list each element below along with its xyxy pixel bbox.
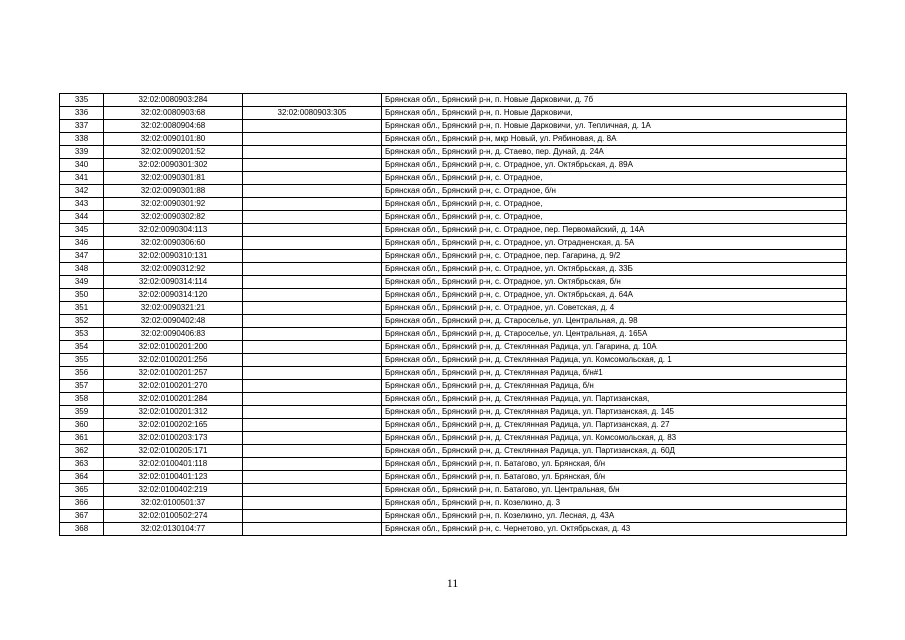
- row-number-cell: 359: [60, 406, 104, 419]
- address-cell: Брянская обл., Брянский р-н, с. Отрадное, пер. Гагарина, д. 9/2: [382, 250, 847, 263]
- address-cell: Брянская обл., Брянский р-н, с. Чернетово, ул. Октябрьская, д. 43: [382, 523, 847, 536]
- row-number-cell: 366: [60, 497, 104, 510]
- row-number-cell: 354: [60, 341, 104, 354]
- row-number-cell: 357: [60, 380, 104, 393]
- parent-cadastral-number-cell: [243, 224, 382, 237]
- table-row: [60, 393, 847, 406]
- table-row: [60, 120, 847, 133]
- row-number-cell: 365: [60, 484, 104, 497]
- row-number-cell: 367: [60, 510, 104, 523]
- parent-cadastral-number-cell: [243, 393, 382, 406]
- parent-cadastral-number-cell: [243, 445, 382, 458]
- address-cell: Брянская обл., Брянский р-н, д. Стеклянная Радица, ул. Партизанская, д. 60Д: [382, 445, 847, 458]
- cadastral-number-cell: 32:02:0100401:118: [104, 458, 243, 471]
- row-number-cell: 362: [60, 445, 104, 458]
- parent-cadastral-number-cell: [243, 302, 382, 315]
- cadastral-number-cell: 32:02:0100402:219: [104, 484, 243, 497]
- cadastral-number-cell: 32:02:0100203:173: [104, 432, 243, 445]
- table-row: [60, 367, 847, 380]
- parent-cadastral-number-cell: [243, 159, 382, 172]
- cadastral-number-cell: 32:02:0100201:257: [104, 367, 243, 380]
- row-number-cell: 358: [60, 393, 104, 406]
- table-row: [60, 523, 847, 536]
- cadastral-number-cell: 32:02:0080904:68: [104, 120, 243, 133]
- row-number-cell: 342: [60, 185, 104, 198]
- table-row: [60, 510, 847, 523]
- row-number-cell: 341: [60, 172, 104, 185]
- table-row: [60, 328, 847, 341]
- row-number-cell: 337: [60, 120, 104, 133]
- table-row: [60, 406, 847, 419]
- parent-cadastral-number-cell: [243, 523, 382, 536]
- cadastral-number-cell: 32:02:0090314:120: [104, 289, 243, 302]
- address-cell: Брянская обл., Брянский р-н, мкр Новый, ул. Рябиновая, д. 8А: [382, 133, 847, 146]
- cadastral-number-cell: 32:02:0090304:113: [104, 224, 243, 237]
- cadastral-number-cell: 32:02:0090301:302: [104, 159, 243, 172]
- parent-cadastral-number-cell: [243, 367, 382, 380]
- cadastral-number-cell: 32:02:0090301:92: [104, 198, 243, 211]
- property-registry-table: [59, 93, 847, 536]
- address-cell: Брянская обл., Брянский р-н, п. Новые Дарковичи,: [382, 107, 847, 120]
- address-cell: Брянская обл., Брянский р-н, п. Козелкино, д. 3: [382, 497, 847, 510]
- row-number-cell: 345: [60, 224, 104, 237]
- table-row: [60, 146, 847, 159]
- parent-cadastral-number-cell: [243, 211, 382, 224]
- parent-cadastral-number-cell: [243, 237, 382, 250]
- row-number-cell: 346: [60, 237, 104, 250]
- table-row: [60, 172, 847, 185]
- address-cell: Брянская обл., Брянский р-н, с. Отрадное,: [382, 198, 847, 211]
- address-cell: Брянская обл., Брянский р-н, с. Отрадное,: [382, 211, 847, 224]
- parent-cadastral-number-cell: [243, 146, 382, 159]
- row-number-cell: 351: [60, 302, 104, 315]
- row-number-cell: 364: [60, 471, 104, 484]
- row-number-cell: 343: [60, 198, 104, 211]
- table-row: [60, 484, 847, 497]
- row-number-cell: 340: [60, 159, 104, 172]
- cadastral-number-cell: 32:02:0100202:165: [104, 419, 243, 432]
- cadastral-number-cell: 32:02:0090310:131: [104, 250, 243, 263]
- address-cell: Брянская обл., Брянский р-н, д. Стеклянная Радица, ул. Комсомольская, д. 1: [382, 354, 847, 367]
- table-row: [60, 185, 847, 198]
- address-cell: Брянская обл., Брянский р-н, с. Отрадное,: [382, 172, 847, 185]
- address-cell: Брянская обл., Брянский р-н, д. Стеклянная Радица, ул. Партизанская,: [382, 393, 847, 406]
- table-row: [60, 445, 847, 458]
- address-cell: Брянская обл., Брянский р-н, д. Стеклянная Радица, б/н#1: [382, 367, 847, 380]
- row-number-cell: 348: [60, 263, 104, 276]
- table-row: [60, 315, 847, 328]
- row-number-cell: 350: [60, 289, 104, 302]
- table-row: [60, 250, 847, 263]
- parent-cadastral-number-cell: [243, 250, 382, 263]
- parent-cadastral-number-cell: [243, 263, 382, 276]
- table-row: [60, 341, 847, 354]
- parent-cadastral-number-cell: [243, 419, 382, 432]
- parent-cadastral-number-cell: [243, 94, 382, 107]
- address-cell: Брянская обл., Брянский р-н, д. Стеклянная Радица, ул. Гагарина, д. 10А: [382, 341, 847, 354]
- parent-cadastral-number-cell: [243, 172, 382, 185]
- address-cell: Брянская обл., Брянский р-н, д. Стеклянная Радица, ул. Комсомольская, д. 83: [382, 432, 847, 445]
- address-cell: Брянская обл., Брянский р-н, с. Отрадное, ул. Октябрьская, б/н: [382, 276, 847, 289]
- parent-cadastral-number-cell: [243, 289, 382, 302]
- parent-cadastral-number-cell: [243, 341, 382, 354]
- table-row: [60, 419, 847, 432]
- address-cell: Брянская обл., Брянский р-н, п. Батагово, ул. Брянская, б/н: [382, 458, 847, 471]
- parent-cadastral-number-cell: [243, 432, 382, 445]
- page-number: 11: [446, 576, 459, 590]
- cadastral-number-cell: 32:02:0080903:284: [104, 94, 243, 107]
- table-row: [60, 497, 847, 510]
- address-cell: Брянская обл., Брянский р-н, п. Батагово, ул. Брянская, б/н: [382, 471, 847, 484]
- cadastral-number-cell: 32:02:0130104:77: [104, 523, 243, 536]
- address-cell: Брянская обл., Брянский р-н, д. Стаево, пер. Дунай, д. 24А: [382, 146, 847, 159]
- parent-cadastral-number-cell: [243, 471, 382, 484]
- parent-cadastral-number-cell: [243, 315, 382, 328]
- table-row: [60, 198, 847, 211]
- address-cell: Брянская обл., Брянский р-н, д. Староселье, ул. Центральная, д. 165А: [382, 328, 847, 341]
- cadastral-number-cell: 32:02:0090321:21: [104, 302, 243, 315]
- address-cell: Брянская обл., Брянский р-н, д. Стеклянная Радица, ул. Партизанская, д. 27: [382, 419, 847, 432]
- row-number-cell: 355: [60, 354, 104, 367]
- cadastral-number-cell: 32:02:0090402:48: [104, 315, 243, 328]
- cadastral-number-cell: 32:02:0100201:284: [104, 393, 243, 406]
- table-row: [60, 471, 847, 484]
- address-cell: Брянская обл., Брянский р-н, с. Отрадное, ул. Советская, д. 4: [382, 302, 847, 315]
- cadastral-number-cell: 32:02:0090312:92: [104, 263, 243, 276]
- address-cell: Брянская обл., Брянский р-н, п. Новые Дарковичи, д. 7б: [382, 94, 847, 107]
- table-row: [60, 289, 847, 302]
- cadastral-number-cell: 32:02:0090301:88: [104, 185, 243, 198]
- parent-cadastral-number-cell: [243, 354, 382, 367]
- table-row: [60, 380, 847, 393]
- table-row: [60, 211, 847, 224]
- row-number-cell: 349: [60, 276, 104, 289]
- table-row: [60, 107, 847, 120]
- cadastral-number-cell: 32:02:0100201:256: [104, 354, 243, 367]
- parent-cadastral-number-cell: [243, 497, 382, 510]
- address-cell: Брянская обл., Брянский р-н, д. Стеклянная Радица, ул. Партизанская, д. 145: [382, 406, 847, 419]
- row-number-cell: 338: [60, 133, 104, 146]
- parent-cadastral-number-cell: [243, 198, 382, 211]
- row-number-cell: 336: [60, 107, 104, 120]
- cadastral-number-cell: 32:02:0100201:312: [104, 406, 243, 419]
- table-row: [60, 133, 847, 146]
- table-row: [60, 224, 847, 237]
- parent-cadastral-number-cell: [243, 510, 382, 523]
- address-cell: Брянская обл., Брянский р-н, п. Новые Дарковичи, ул. Тепличная, д. 1А: [382, 120, 847, 133]
- cadastral-number-cell: 32:02:0100201:270: [104, 380, 243, 393]
- registry-table-body: [60, 94, 847, 536]
- address-cell: Брянская обл., Брянский р-н, д. Староселье, ул. Центральная, д. 98: [382, 315, 847, 328]
- row-number-cell: 356: [60, 367, 104, 380]
- address-cell: Брянская обл., Брянский р-н, с. Отрадное, ул. Отрадненская, д. 5А: [382, 237, 847, 250]
- row-number-cell: 344: [60, 211, 104, 224]
- row-number-cell: 361: [60, 432, 104, 445]
- cadastral-number-cell: 32:02:0100205:171: [104, 445, 243, 458]
- table-row: [60, 354, 847, 367]
- parent-cadastral-number-cell: [243, 328, 382, 341]
- row-number-cell: 360: [60, 419, 104, 432]
- parent-cadastral-number-cell: [243, 185, 382, 198]
- table-row: [60, 94, 847, 107]
- cadastral-number-cell: 32:02:0100201:200: [104, 341, 243, 354]
- parent-cadastral-number-cell: [243, 484, 382, 497]
- cadastral-number-cell: 32:02:0100501:37: [104, 497, 243, 510]
- table-row: [60, 302, 847, 315]
- parent-cadastral-number-cell: 32:02:0080903:305: [243, 107, 382, 120]
- address-cell: Брянская обл., Брянский р-н, с. Отрадное, ул. Октябрьская, д. 64А: [382, 289, 847, 302]
- row-number-cell: 353: [60, 328, 104, 341]
- row-number-cell: 339: [60, 146, 104, 159]
- row-number-cell: 368: [60, 523, 104, 536]
- parent-cadastral-number-cell: [243, 380, 382, 393]
- table-row: [60, 458, 847, 471]
- address-cell: Брянская обл., Брянский р-н, с. Отрадное, б/н: [382, 185, 847, 198]
- cadastral-number-cell: 32:02:0090406:83: [104, 328, 243, 341]
- cadastral-number-cell: 32:02:0090302:82: [104, 211, 243, 224]
- cadastral-number-cell: 32:02:0090301:81: [104, 172, 243, 185]
- parent-cadastral-number-cell: [243, 458, 382, 471]
- table-row: [60, 432, 847, 445]
- address-cell: Брянская обл., Брянский р-н, с. Отрадное, ул. Октябрьская, д. 89А: [382, 159, 847, 172]
- cadastral-number-cell: 32:02:0100401:123: [104, 471, 243, 484]
- address-cell: Брянская обл., Брянский р-н, с. Отрадное, пер. Первомайский, д. 14А: [382, 224, 847, 237]
- cadastral-number-cell: 32:02:0090201:52: [104, 146, 243, 159]
- address-cell: Брянская обл., Брянский р-н, д. Стеклянная Радица, б/н: [382, 380, 847, 393]
- parent-cadastral-number-cell: [243, 406, 382, 419]
- cadastral-number-cell: 32:02:0090314:114: [104, 276, 243, 289]
- table-row: [60, 159, 847, 172]
- row-number-cell: 335: [60, 94, 104, 107]
- table-row: [60, 237, 847, 250]
- cadastral-number-cell: 32:02:0090101:80: [104, 133, 243, 146]
- table-row: [60, 276, 847, 289]
- cadastral-number-cell: 32:02:0090306:60: [104, 237, 243, 250]
- row-number-cell: 363: [60, 458, 104, 471]
- row-number-cell: 347: [60, 250, 104, 263]
- address-cell: Брянская обл., Брянский р-н, п. Козелкино, ул. Лесная, д. 43А: [382, 510, 847, 523]
- parent-cadastral-number-cell: [243, 133, 382, 146]
- row-number-cell: 352: [60, 315, 104, 328]
- table-row: [60, 263, 847, 276]
- parent-cadastral-number-cell: [243, 276, 382, 289]
- parent-cadastral-number-cell: [243, 120, 382, 133]
- address-cell: Брянская обл., Брянский р-н, п. Батагово, ул. Центральная, б/н: [382, 484, 847, 497]
- cadastral-number-cell: 32:02:0080903:68: [104, 107, 243, 120]
- cadastral-number-cell: 32:02:0100502:274: [104, 510, 243, 523]
- address-cell: Брянская обл., Брянский р-н, с. Отрадное, ул. Октябрьская, д. 33Б: [382, 263, 847, 276]
